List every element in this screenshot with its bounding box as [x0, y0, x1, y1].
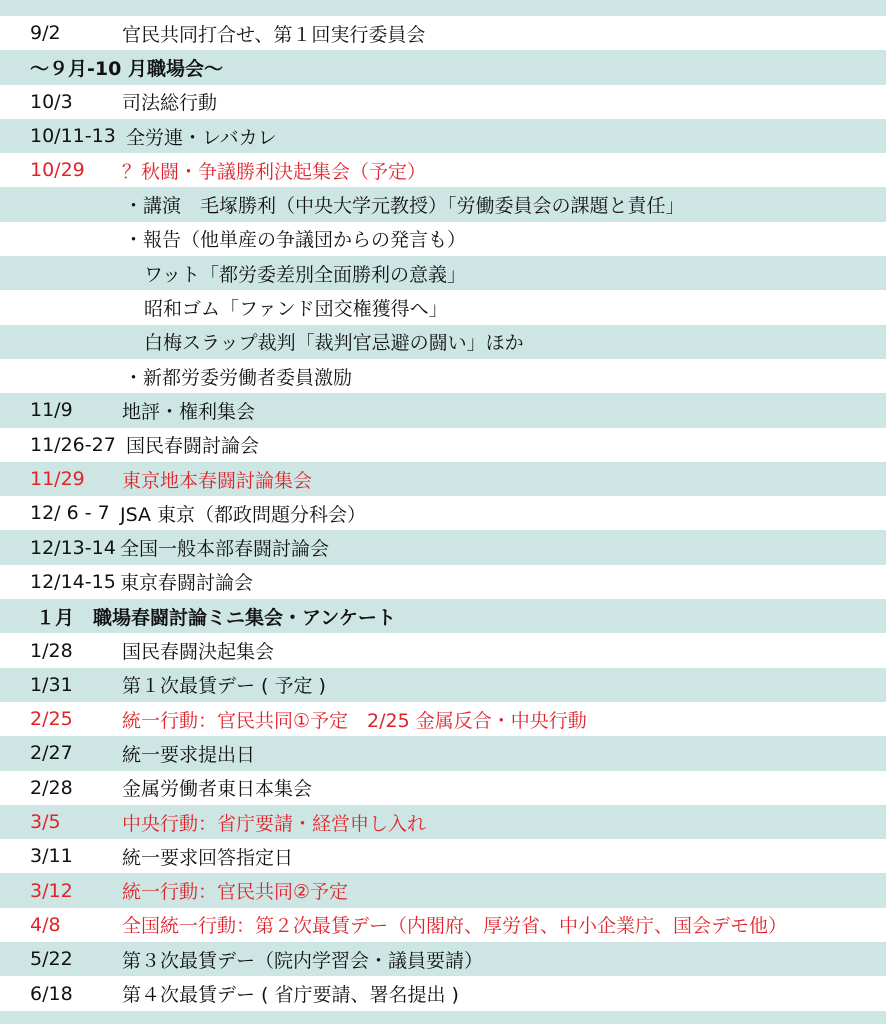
schedule-row [0, 153, 886, 187]
schedule-event: ～９月-10 月職場会～ [30, 57, 223, 80]
schedule-event: 全国統一行動：第２次最賃デー（内閣府、厚労省、中小企業庁、国会デモ他） [122, 915, 788, 938]
schedule-date: 4/8 [30, 913, 61, 936]
schedule-row [0, 633, 886, 667]
schedule-date: 11/9 [30, 399, 73, 422]
schedule-row [0, 668, 886, 702]
schedule-row [0, 599, 886, 633]
schedule-event: 統一行動：官民共同①予定 2/25 金属反合・中央行動 [122, 709, 587, 732]
schedule-event: 地評・権利集会 [122, 400, 256, 423]
schedule-row [0, 908, 886, 942]
schedule-row [0, 393, 886, 427]
schedule-event: 統一行動：官民共同②予定 [122, 881, 349, 904]
schedule-event: ・新都労委労働者委員激励 [124, 366, 353, 389]
schedule-row [0, 942, 886, 976]
schedule-row [0, 839, 886, 873]
schedule-row [0, 325, 886, 359]
schedule-row [0, 119, 886, 153]
schedule-row [0, 222, 886, 256]
schedule-date: 3/5 [30, 811, 61, 834]
schedule-date: 3/12 [30, 879, 73, 902]
schedule-event: 白梅スラップ裁判「裁判官忌避の闘い」ほか [144, 332, 524, 355]
schedule-event: 国民春闘決起集会 [122, 641, 275, 664]
schedule-row [0, 462, 886, 496]
schedule-event: 東京春闘討論会 [120, 572, 254, 595]
schedule-row [0, 256, 886, 290]
schedule-event: １月 職場春闘討論ミニ集会・アンケート [36, 606, 396, 629]
schedule-date: 2/27 [30, 742, 73, 765]
schedule-event: ・講演 毛塚勝利（中央大学元教授）「労働委員会の課題と責任」 [124, 195, 685, 218]
schedule-row [0, 771, 886, 805]
schedule-date: 1/28 [30, 639, 73, 662]
schedule-event: 官民共同打合せ、第１回実行委員会 [122, 23, 426, 46]
schedule-event: JSA 東京（都政問題分科会） [120, 503, 367, 526]
schedule-event: 東京地本春闘討論集会 [122, 469, 313, 492]
schedule-row [0, 736, 886, 770]
schedule-row [0, 16, 886, 50]
schedule-date: 10/11-13 [30, 125, 116, 148]
schedule-event: 国民春闘討論会 [126, 435, 260, 458]
schedule-event: 第３次最賃デー（院内学習会・議員要請） [122, 949, 484, 972]
schedule-row [0, 359, 886, 393]
schedule-event: 中央行動：省庁要請・経営申し入れ [122, 812, 427, 835]
schedule-date: 5/22 [30, 948, 73, 971]
schedule-event: 昭和ゴム「ファンド団交権獲得へ」 [144, 298, 448, 321]
schedule-row [0, 805, 886, 839]
schedule-date: 6/18 [30, 982, 73, 1005]
schedule-row [0, 290, 886, 324]
schedule-date: 3/11 [30, 845, 73, 868]
schedule-event: 全労連・レバカレ [126, 126, 277, 149]
schedule-date: 11/29 [30, 468, 85, 491]
schedule-row [0, 976, 886, 1010]
schedule-event: 全国一般本部春闘討論会 [120, 538, 330, 561]
schedule-date: 11/26-27 [30, 433, 116, 456]
schedule-row [0, 50, 886, 84]
schedule-row [0, 531, 886, 565]
schedule-date: 1/31 [30, 673, 73, 696]
schedule-event: ？秋闘・争議勝利決起集会（予定） [122, 160, 427, 183]
schedule-row [0, 702, 886, 736]
schedule-row [0, 565, 886, 599]
schedule-row [0, 496, 886, 530]
schedule-row [0, 188, 886, 222]
schedule-date: 9/2 [30, 22, 61, 45]
schedule-event: ワット「都労委差別全面勝利の意義」 [144, 263, 467, 286]
schedule-date: 10/3 [30, 90, 73, 113]
schedule-event: 統一要求提出日 [122, 743, 256, 766]
schedule-date: 2/28 [30, 776, 73, 799]
schedule-row [0, 85, 886, 119]
schedule-event: 金属労働者東日本集会 [122, 778, 313, 801]
schedule-date: 12/ 6 - 7 [30, 502, 110, 525]
schedule-event: 第４次最賃デー ( 省庁要請、署名提出 ) [122, 984, 459, 1007]
schedule-event: 第１次最賃デー ( 予定 ) [122, 675, 326, 698]
schedule-row [0, 874, 886, 908]
schedule-event: 統一要求回答指定日 [122, 846, 294, 869]
schedule-date: 2/25 [30, 708, 73, 731]
schedule-date: 12/14-15 [30, 570, 116, 593]
schedule-event: ・報告（他単産の争議団からの発言も） [124, 229, 467, 252]
schedule-date: 10/29 [30, 159, 85, 182]
schedule-event: 司法総行動 [122, 92, 218, 115]
schedule-date: 12/13-14 [30, 536, 116, 559]
schedule-row [0, 428, 886, 462]
